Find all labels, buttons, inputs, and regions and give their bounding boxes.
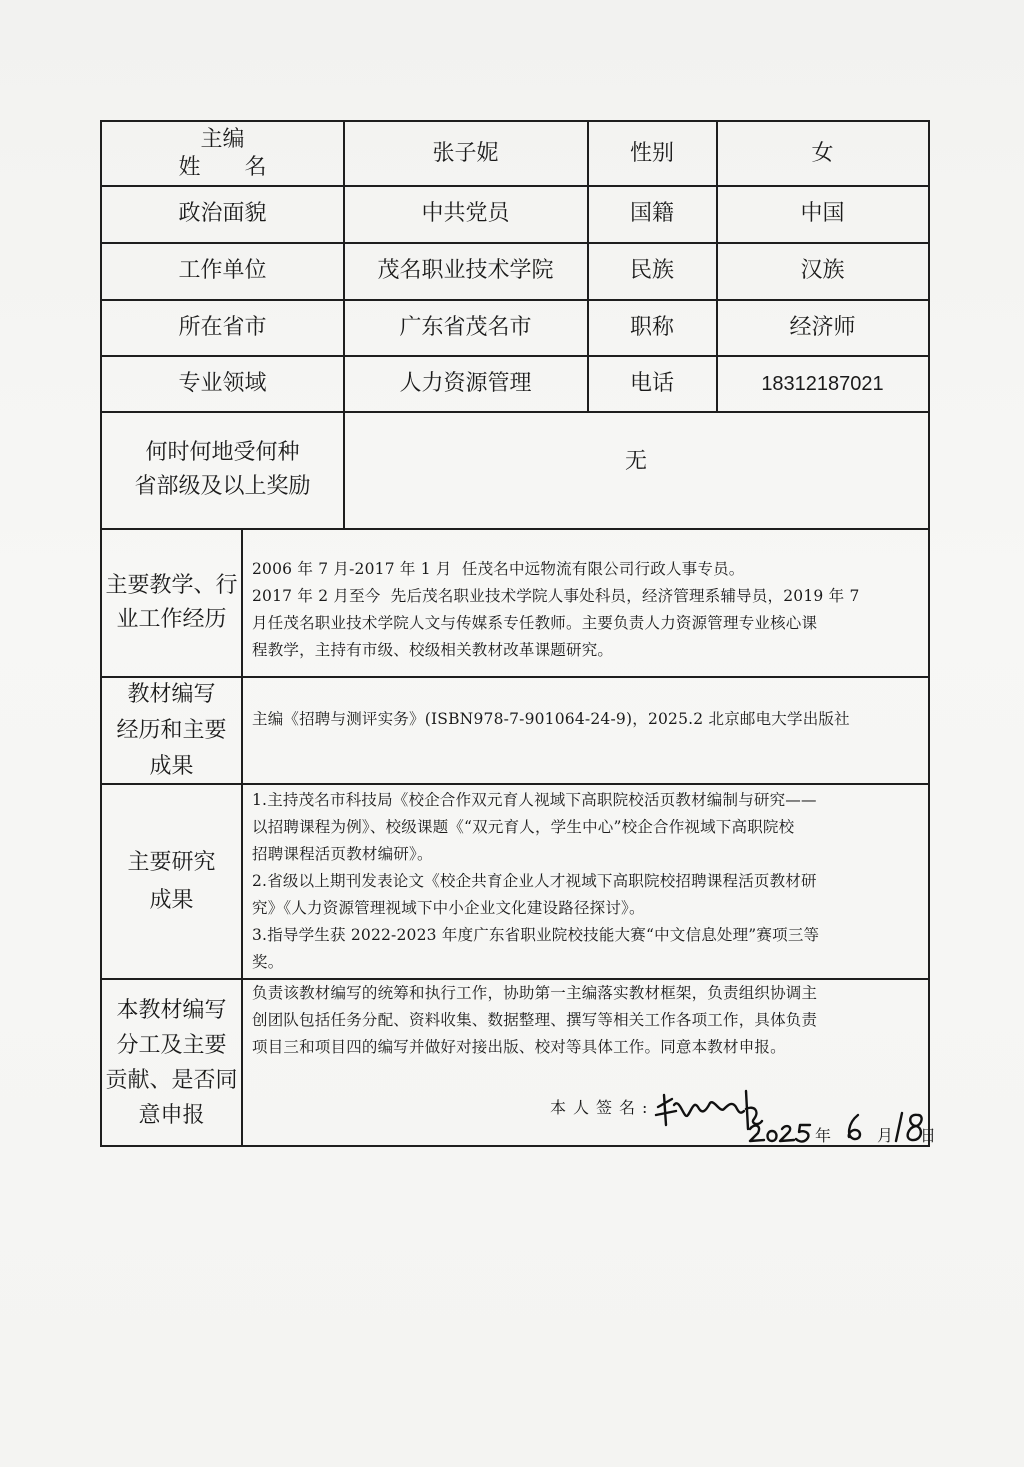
textbook-line: 主编《招聘与测评实务》(ISBN978-7-901064-24-9)，2025.2 北京邮电大学出版社: [252, 710, 850, 728]
award-label-line-1: 何时何地受何种: [145, 440, 300, 465]
research-text: [252, 787, 924, 976]
province-label: 所在省市: [178, 314, 267, 340]
experience-line: 2006 年 7 月-2017 年 1 月 任茂名中远物流有限公司行政人事专员。: [252, 560, 745, 578]
field-value: 人力资源管理: [399, 370, 532, 396]
research-line: 招聘课程活页教材编研》。: [252, 845, 433, 863]
textbook-label-line-3: 成果: [149, 753, 194, 779]
province-value: 广东省茂名市: [399, 314, 532, 340]
nationality-label: 国籍: [629, 201, 674, 226]
name-label: [102, 122, 343, 185]
field-label: 专业领域: [178, 370, 267, 396]
gender-value: 女: [811, 140, 834, 166]
name-label-bottom: 姓 名: [178, 154, 267, 180]
experience-label: [102, 530, 241, 676]
research-label-line-2: 成果: [149, 887, 194, 913]
award-value: 无: [624, 449, 647, 474]
title-value: 经济师: [789, 314, 856, 340]
research-line: 奖。: [252, 953, 284, 971]
contribution-text: [252, 980, 924, 1061]
research-label-line-1: 主要研究: [127, 849, 216, 875]
day-suffix: 日: [920, 1126, 937, 1145]
table-border-right: [928, 120, 930, 1147]
political-label: 政治面貌: [178, 201, 267, 226]
work-unit-label: 工作单位: [178, 258, 267, 283]
experience-label-line-1: 主要教学、行: [105, 573, 238, 598]
contribution-line: 负责该教材编写的统筹和执行工作，协助第一主编落实教材框架，负责组织协调主: [252, 984, 818, 1002]
experience-line: 程教学，主持有市级、校级相关教材改革课题研究。: [252, 641, 614, 659]
experience-line: 月任茂名职业技术学院人文与传媒系专任教师。主要负责人力资源管理专业核心课: [252, 614, 818, 632]
table-border-bottom: [100, 1145, 930, 1147]
month-suffix: 月: [877, 1126, 894, 1145]
title-label: 职称: [629, 314, 674, 340]
ethnicity-label: 民族: [629, 258, 674, 283]
ethnicity-value: 汉族: [800, 258, 845, 283]
research-line: 3.指导学生获 2022-2023 年度广东省职业院校技能大赛“中文信息处理”赛项三等: [252, 926, 820, 944]
nationality-value: 中国: [800, 201, 845, 226]
contribution-label-line-4: 意申报: [138, 1102, 205, 1128]
experience-text: [252, 556, 924, 664]
contribution-line: 项目三和项目四的编写并做好对接出版、校对等具体工作。同意本教材申报。: [252, 1038, 786, 1056]
col-divider: [241, 528, 243, 1146]
phone-label: 电话: [629, 370, 674, 396]
name-value: 张子妮: [432, 140, 499, 166]
textbook-label: [102, 678, 241, 783]
experience-line: 2017 年 2 月至今 先后茂名职业技术学院人事处科员，经济管理系辅导员，2019 年 7: [252, 587, 860, 605]
phone-value: 18312187021: [761, 372, 884, 395]
research-line: 1.主持茂名市科技局《校企合作双元育人视域下高职院校活页教材编制与研究——: [252, 791, 817, 809]
work-unit-value: 茂名职业技术学院: [377, 258, 554, 283]
textbook-text: [252, 706, 924, 733]
signature-row: [540, 1085, 940, 1145]
signature-label: 本人签名:: [550, 1098, 655, 1117]
contribution-label-line-1: 本教材编写: [116, 997, 227, 1023]
name-label-top: 主编: [200, 126, 245, 152]
research-line: 究》《人力资源管理视域下中小企业文化建设路径探讨》。: [252, 899, 645, 917]
award-label-line-2: 省部级及以上奖励: [134, 474, 311, 499]
textbook-label-line-1: 教材编写: [127, 681, 216, 707]
award-label: [102, 412, 343, 528]
year-suffix: 年: [815, 1126, 832, 1145]
gender-label: 性别: [629, 140, 674, 166]
experience-label-line-2: 业工作经历: [116, 607, 227, 632]
contribution-line: 创团队包括任务分配、资料收集、数据整理、撰写等相关工作各项工作，具体负责: [252, 1011, 818, 1029]
research-label: [102, 785, 241, 978]
contribution-label-line-3: 贡献、是否同: [105, 1067, 238, 1093]
handwritten-signature-icon: [650, 1085, 940, 1145]
political-value: 中共党员: [421, 201, 510, 226]
contribution-label: [102, 980, 241, 1145]
research-line: 2.省级以上期刊发表论文《校企共育企业人才视域下高职院校招聘课程活页教材研: [252, 872, 817, 890]
research-line: 以招聘课程为例》、校级课题《“双元育人，学生中心”校企合作视域下高职院校: [252, 818, 795, 836]
contribution-label-line-2: 分工及主要: [116, 1032, 227, 1058]
textbook-label-line-2: 经历和主要: [116, 717, 227, 743]
